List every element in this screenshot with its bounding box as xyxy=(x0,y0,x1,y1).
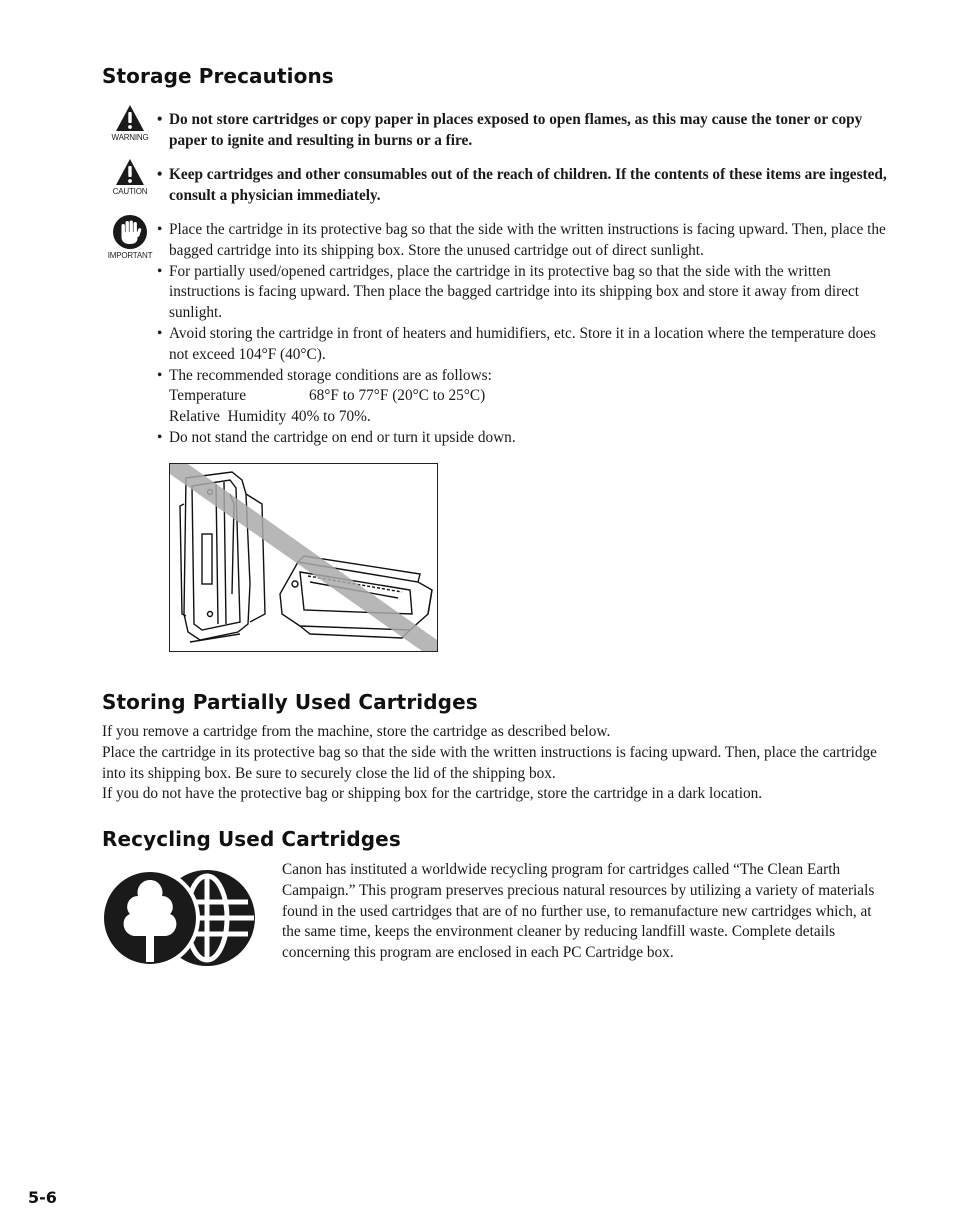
precaution-item: • For partially used/opened cartridges, place the cartridge in its protective bag so that the side with the written instructions is facing upward. Then place the bagged cartridge into its shipping box and store it away from direct sunlight. xyxy=(157,262,892,324)
tree-icon xyxy=(102,870,198,966)
humidity-value: 40% to 70%. xyxy=(291,408,371,426)
recycling-heading: Recycling Used Cartridges xyxy=(102,827,401,851)
warning-label: WARNING xyxy=(111,133,149,142)
page-number: 5-6 xyxy=(28,1188,57,1207)
storage-heading: Storage Precautions xyxy=(102,64,334,88)
humidity-label: Relative Humidity xyxy=(169,408,287,426)
warning-list xyxy=(157,110,892,152)
recycling-text: Canon has instituted a worldwide recycling program for cartridges called “The Clean Earth Campaign.” This program preserves precious natural resources by utilizing a variety of materials found in the used cartridges that are of no further use, to remanufacture new cartridges which, at the same time, keeps the environment cleaner by reducing landfill waste. Complete details concerning this program are enclosed in each PC Cartridge box. xyxy=(282,861,875,962)
partial-para-3: If you do not have the protective bag or shipping box for the cartridge, store the cartridge in a dark location. xyxy=(102,785,763,803)
temperature-row xyxy=(169,386,892,407)
temperature-label: Temperature xyxy=(169,387,247,405)
recycling-logo xyxy=(102,868,258,968)
partial-para-1: If you remove a cartridge from the machine, store the cartridge as described below. xyxy=(102,723,611,740)
precaution-item: • Place the cartridge in its protective bag so that the side with the written instructions is facing upward. Then, place the bagged cartridge into its shipping box. Store the unused cartridge out of direct sunlight. xyxy=(157,220,892,262)
conditions-intro: The recommended storage conditions are as follows: xyxy=(169,366,492,384)
cartridge-illustration xyxy=(169,463,438,652)
partial-para-2: Place the cartridge in its protective bag so that the side with the written instructions is facing upward. Then, place the cartridge into its shipping box. Be sure to securely close the lid of the shipping box. xyxy=(102,743,877,782)
partial-body xyxy=(102,722,892,805)
caution-icon xyxy=(102,158,158,196)
caution-item: • Keep cartridges and other consumables out of the reach of children. If the contents of these items are ingested, consult a physician immediately. xyxy=(157,165,892,207)
partial-heading: Storing Partially Used Cartridges xyxy=(102,690,478,714)
humidity-row xyxy=(169,407,892,428)
precaution-item: • Do not stand the cartridge on end or turn it upside down. xyxy=(157,428,892,449)
precaution-item xyxy=(157,366,892,428)
temperature-value: 68°F to 77°F (20°C to 25°C) xyxy=(309,387,486,405)
warning-icon xyxy=(102,104,158,142)
important-hand-icon xyxy=(102,214,158,260)
caution-list xyxy=(157,165,892,207)
caution-label: CAUTION xyxy=(112,187,148,196)
important-label: IMPORTANT xyxy=(107,251,153,260)
warning-item: • Do not store cartridges or copy paper in places exposed to open flames, as this may cause the toner or copy paper to ignite and resulting in burns or a fire. xyxy=(157,110,892,152)
precaution-item: • Avoid storing the cartridge in front of heaters and humidifiers, etc. Store it in a location where the temperature does not exceed 104°F (40°C). xyxy=(157,324,892,366)
precautions-list xyxy=(157,220,892,449)
